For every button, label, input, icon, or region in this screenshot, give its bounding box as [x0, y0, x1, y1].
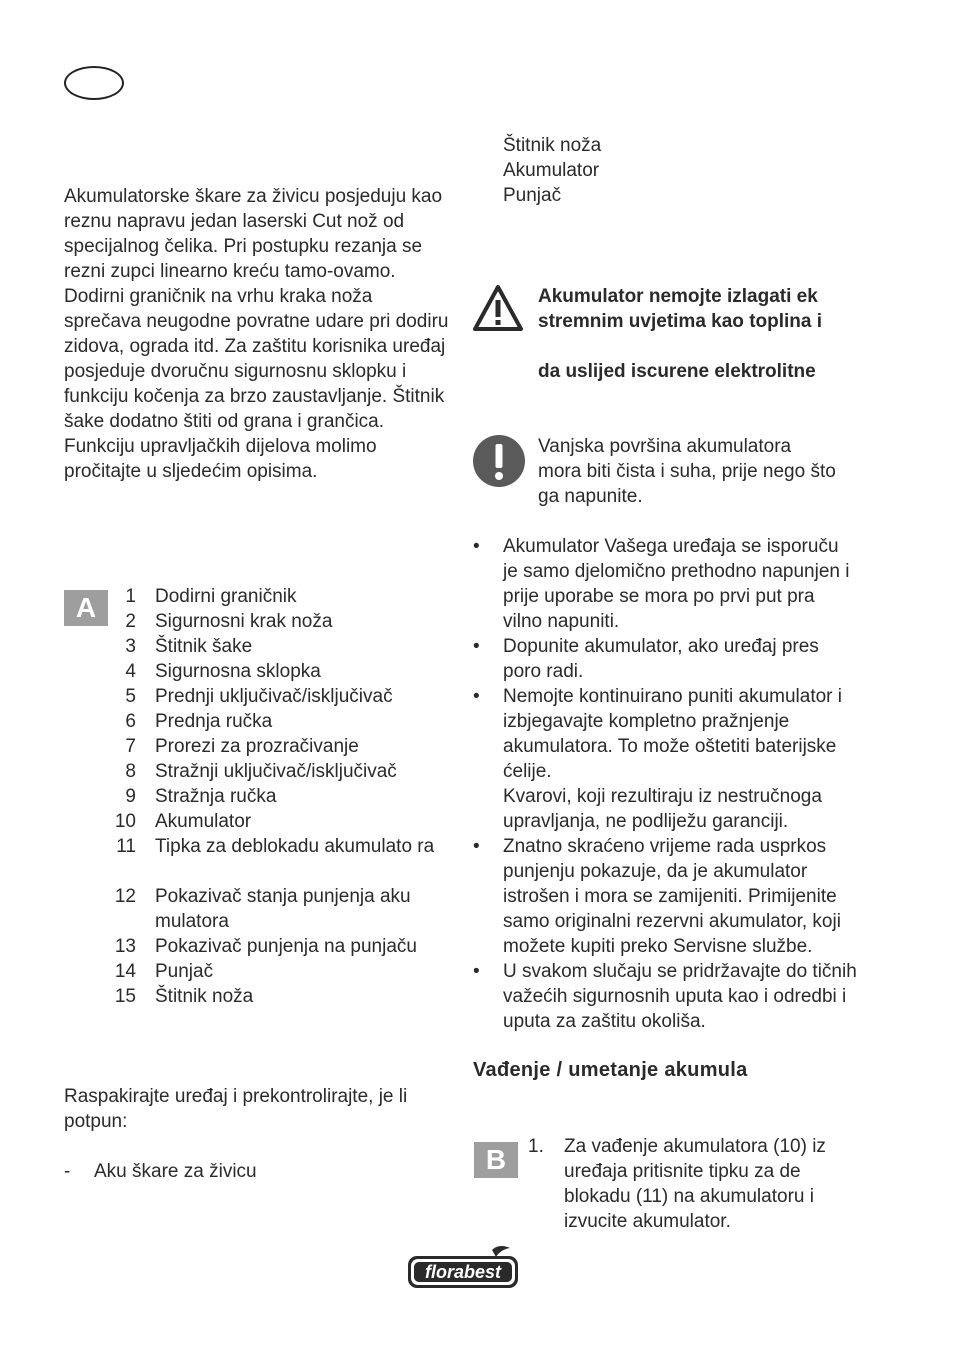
warning-triangle-icon [472, 283, 524, 333]
part-label: Prednja ručka [155, 711, 273, 732]
part-label: Štitnik noža [155, 986, 254, 1007]
parts-list-item [64, 709, 449, 734]
unpack-section [64, 1084, 449, 1184]
part-number: 14 [114, 961, 136, 982]
parts-list-item [64, 984, 449, 1009]
warning-text [538, 284, 858, 384]
parts-list-item [64, 584, 449, 609]
part-label: Stražnji uključivač/isključivač [155, 761, 397, 782]
parts-list-item [64, 684, 449, 709]
part-label: Prednji uključivač/isključivač [155, 686, 393, 707]
bullet-item: • Dopunite akumulator, ako uređaj pres poro radi. [473, 634, 858, 684]
parts-list-item [64, 734, 449, 759]
part-label: Stražnja ručka [155, 786, 277, 807]
part-number: 5 [125, 686, 136, 707]
figure-tag-b: B [474, 1142, 518, 1178]
country-code-oval [64, 66, 124, 100]
part-number: 10 [114, 811, 136, 832]
part-label: Sigurnosna sklopka [155, 661, 321, 682]
part-label: Punjač [155, 961, 214, 982]
warning-line: Akumulator nemojte izlagati ek [538, 286, 818, 307]
part-number: 11 [116, 836, 136, 857]
part-label: Pokazivač punjenja na punjaču [155, 936, 417, 957]
battery-bullets [473, 534, 858, 1034]
part-label: Prorezi za prozračivanje [155, 736, 359, 757]
warning-line: da uslijed iscurene elektrolitne [538, 361, 816, 382]
unpack-item-label: Aku škare za živicu [94, 1161, 257, 1182]
part-label: Štitnik šake [155, 636, 253, 657]
part-number: 9 [125, 786, 136, 807]
part-label: Akumulator [155, 811, 252, 832]
step-item [528, 1134, 853, 1234]
intro-section [64, 184, 449, 484]
part-label: Pokazivač stanja punjenja aku mulatora [155, 886, 411, 932]
unpack-item [64, 1159, 449, 1184]
bullet-item: • Nemojte kontinuirano puniti akumulator i izbjegavajte kompletno pražnjenje akumulatora. To može oštetiti baterijske ćelije. Kvarovi, koji rezultiraju iz nestručnoga upravljanja, ne podliježu garanciji. [473, 684, 858, 834]
part-label: Sigurnosni krak noža [155, 611, 333, 632]
part-number: 8 [125, 761, 136, 782]
parts-list-item [64, 934, 449, 959]
delivery-continued [503, 133, 853, 208]
unpack-text: Raspakirajte uređaj i prekontrolirajte, je li potpun: [64, 1086, 408, 1132]
figure-tag-a: A [64, 590, 108, 626]
warning-line: stremnim uvjetima kao toplina i [538, 311, 823, 332]
parts-list-item [64, 834, 449, 884]
part-number: 3 [125, 636, 136, 657]
bullet-item: • Akumulator Vašega uređaja se isporuču je samo djelomično prethodno napunjen i prije uporabe se mora po prvi put pra vilno napuniti. [473, 534, 858, 634]
part-label: Dodirni graničnik [155, 586, 297, 607]
part-number: 1 [125, 586, 136, 607]
bullet-item: • U svakom slučaju se pridržavajte do tičnih važećih sigurnosnih uputa kao i odredbi i uputa za zaštitu okoliša. [473, 959, 858, 1034]
bullet-item: • Znatno skraćeno vrijeme rada usprkos punjenju pokazuje, da je akumulator istrošen i mora se zamijeniti. Primijenite samo originalni rezervni akumulator, koji možete kupiti preko Servisne službe. [473, 834, 858, 959]
intro-paragraph-2: Funkciju upravljačkih dijelova molimo pročitajte u sljedećim opisima. [64, 436, 377, 482]
delivery-item: Štitnik noža [503, 135, 602, 156]
part-number: 7 [125, 736, 136, 757]
parts-list-item [64, 809, 449, 834]
exclamation-icon [472, 434, 526, 488]
part-number: 13 [114, 936, 136, 957]
parts-list-item [64, 609, 449, 634]
delivery-item: Punjač [503, 185, 562, 206]
part-number: 6 [125, 711, 136, 732]
note-text: Vanjska površina akumulatora mora biti čista i suha, prije nego što ga napunite. [538, 436, 836, 507]
parts-list-item [64, 634, 449, 659]
delivery-item: Akumulator [503, 160, 600, 181]
parts-list-item [64, 759, 449, 784]
step-number: 1. [528, 1136, 544, 1157]
part-number: 12 [114, 886, 136, 907]
bullet-extra: Kvarovi, koji rezultiraju iz nestručnoga upravljanja, ne podliježu garanciji. [503, 786, 822, 832]
part-number: 2 [125, 611, 136, 632]
part-number: 15 [114, 986, 136, 1007]
part-number: 4 [125, 661, 136, 682]
florabest-logo [406, 1244, 520, 1290]
part-label: Tipka za deblokadu akumulato ra [155, 836, 435, 857]
intro-paragraph: Akumulatorske škare za živicu posjeduju kao reznu napravu jedan laserski Cut nož od specijalnog čelika. Pri postupku rezanja se rezni zupci linearno kreću tamo-ovamo. Dodirni graničnik na vrhu kraka noža sprečava neugodne povratne udare pri dodiru zidova, ograda itd. Za zaštitu korisnika uređaj posjeduje dvoručnu sigurnosnu sklopku i funkciju kočenja za brzo zaustavljanje. Štitnik šake dodatno štiti od grana i grančica. [64, 186, 449, 432]
parts-list-item [64, 784, 449, 809]
parts-list-item [64, 659, 449, 684]
section-heading: Vađenje / umetanje akumula [473, 1059, 748, 1081]
parts-list-item [64, 959, 449, 984]
parts-list [64, 584, 449, 1009]
unpack-dash: - [64, 1161, 71, 1182]
step-text: Za vađenje akumulatora (10) iz uređaja pritisnite tipku za de blokadu (11) na akumulatoru i izvucite akumulator. [564, 1136, 826, 1232]
svg-text:florabest: florabest [424, 1262, 502, 1282]
parts-list-item [64, 884, 449, 934]
